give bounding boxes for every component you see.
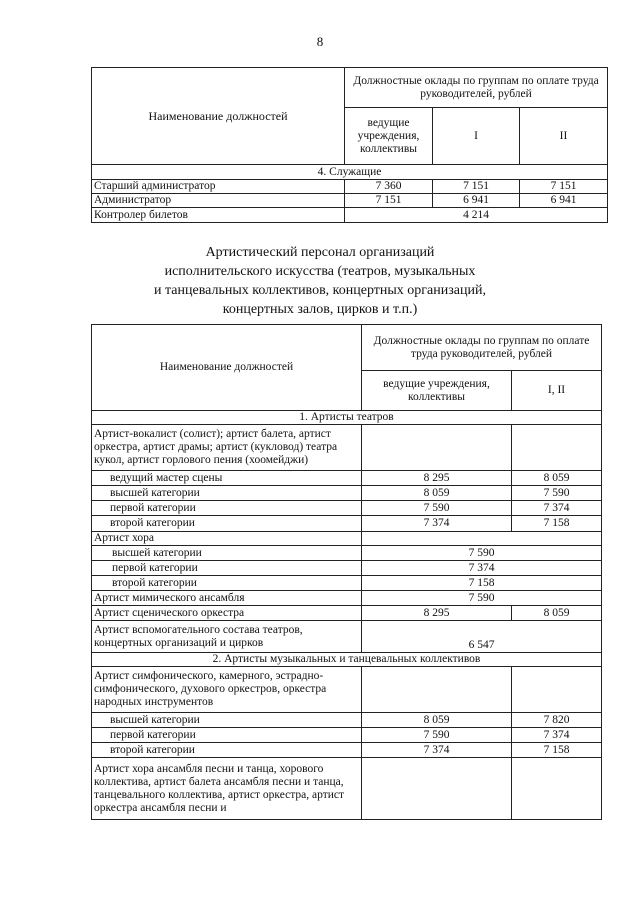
header-group-ii: II [520, 108, 608, 165]
header-position-name: Наименование должностей [92, 68, 345, 165]
row-value: 7 158 [512, 516, 602, 532]
row-name: Артист вспомогательного состава театров, концертных организаций и цирков [92, 621, 362, 653]
heading-line: Артистический персонал организаций [205, 245, 435, 260]
row-value: 7 590 [362, 728, 512, 743]
empty-cell [362, 532, 602, 546]
header-salary-groups: Должностные оклады по группам по оплате труда руководителей, рублей [345, 68, 608, 108]
row-value: 7 158 [512, 743, 602, 758]
salary-table-employees [91, 67, 608, 223]
row-name: Контролер билетов [92, 208, 345, 223]
row-value: 7 374 [362, 516, 512, 532]
header-position-name: Наименование должностей [92, 325, 362, 411]
header-leading-institutions: ведущие учреждения, коллективы [345, 108, 433, 165]
empty-cell [362, 667, 512, 713]
row-name: Артист мимического ансамбля [92, 591, 362, 606]
row-value: 7 820 [512, 713, 602, 728]
row-value-merged: 7 590 [362, 591, 602, 606]
row-value: 8 295 [362, 606, 512, 621]
heading-line: исполнительского искусства (театров, музыкальных [164, 264, 476, 279]
header-group-i-ii: I, II [512, 371, 602, 411]
row-name: первой категории [92, 728, 362, 743]
empty-cell [512, 425, 602, 471]
row-value: 7 151 [520, 180, 608, 194]
section-heading [0, 243, 640, 319]
row-title: Артист симфонического, камерного, эстрадно-симфонического, духового оркестров, оркестра народных инструментов [92, 667, 362, 713]
row-value: 7 374 [512, 501, 602, 516]
row-name: первой категории [92, 501, 362, 516]
row-name: второй категории [92, 743, 362, 758]
row-name: Администратор [92, 194, 345, 208]
empty-cell [362, 425, 512, 471]
row-value: 6 941 [520, 194, 608, 208]
row-value: 7 374 [512, 728, 602, 743]
row-value: 7 590 [362, 501, 512, 516]
row-value: 8 059 [362, 713, 512, 728]
row-value: 7 151 [345, 194, 433, 208]
row-value-merged: 7 374 [362, 561, 602, 576]
empty-cell [512, 667, 602, 713]
row-title: Артист хора [92, 532, 362, 546]
row-value: 7 151 [433, 180, 520, 194]
row-value: 7 360 [345, 180, 433, 194]
row-name: высшей категории [92, 486, 362, 501]
row-name: Старший администратор [92, 180, 345, 194]
row-value-merged: 7 590 [362, 546, 602, 561]
section-employees: 4. Служащие [92, 165, 608, 180]
row-title: Артист хора ансамбля песни и танца, хорового коллектива, артист балета ансамбля песни и танца, танцевального коллектива, артист оркестра, артист оркестра ансамбля песни и [92, 758, 362, 820]
row-value-merged: 4 214 [345, 208, 608, 223]
row-value: 8 059 [362, 486, 512, 501]
row-value: 8 295 [362, 471, 512, 486]
row-value-merged: 6 547 [362, 621, 602, 653]
section-theatre-artists: 1. Артисты театров [92, 411, 602, 425]
header-leading-institutions: ведущие учреждения, коллективы [362, 371, 512, 411]
row-title: Артист-вокалист (солист); артист балета, артист оркестра, артист драмы; артист (кукловод) театра кукол, артист горлового пения (хоомейджи) [92, 425, 362, 471]
row-value: 7 374 [362, 743, 512, 758]
salary-table-artists [91, 324, 602, 820]
row-name: ведущий мастер сцены [92, 471, 362, 486]
header-group-i: I [433, 108, 520, 165]
header-salary-groups: Должностные оклады по группам по оплате труда руководителей, рублей [362, 325, 602, 371]
empty-cell [512, 758, 602, 820]
row-name: высшей категории [92, 546, 362, 561]
row-value: 8 059 [512, 471, 602, 486]
section-music-dance: 2. Артисты музыкальных и танцевальных коллективов [92, 653, 602, 667]
page-number: 8 [316, 34, 324, 49]
empty-cell [362, 758, 512, 820]
heading-line: концертных залов, цирков и т.п.) [222, 302, 418, 317]
row-name: второй категории [92, 516, 362, 532]
row-name: второй категории [92, 576, 362, 591]
heading-line: и танцевальных коллективов, концертных организаций, [154, 283, 486, 298]
row-name: первой категории [92, 561, 362, 576]
row-value-merged: 7 158 [362, 576, 602, 591]
row-name: Артист сценического оркестра [92, 606, 362, 621]
row-value: 8 059 [512, 606, 602, 621]
row-value: 7 590 [512, 486, 602, 501]
row-value: 6 941 [433, 194, 520, 208]
row-name: высшей категории [92, 713, 362, 728]
